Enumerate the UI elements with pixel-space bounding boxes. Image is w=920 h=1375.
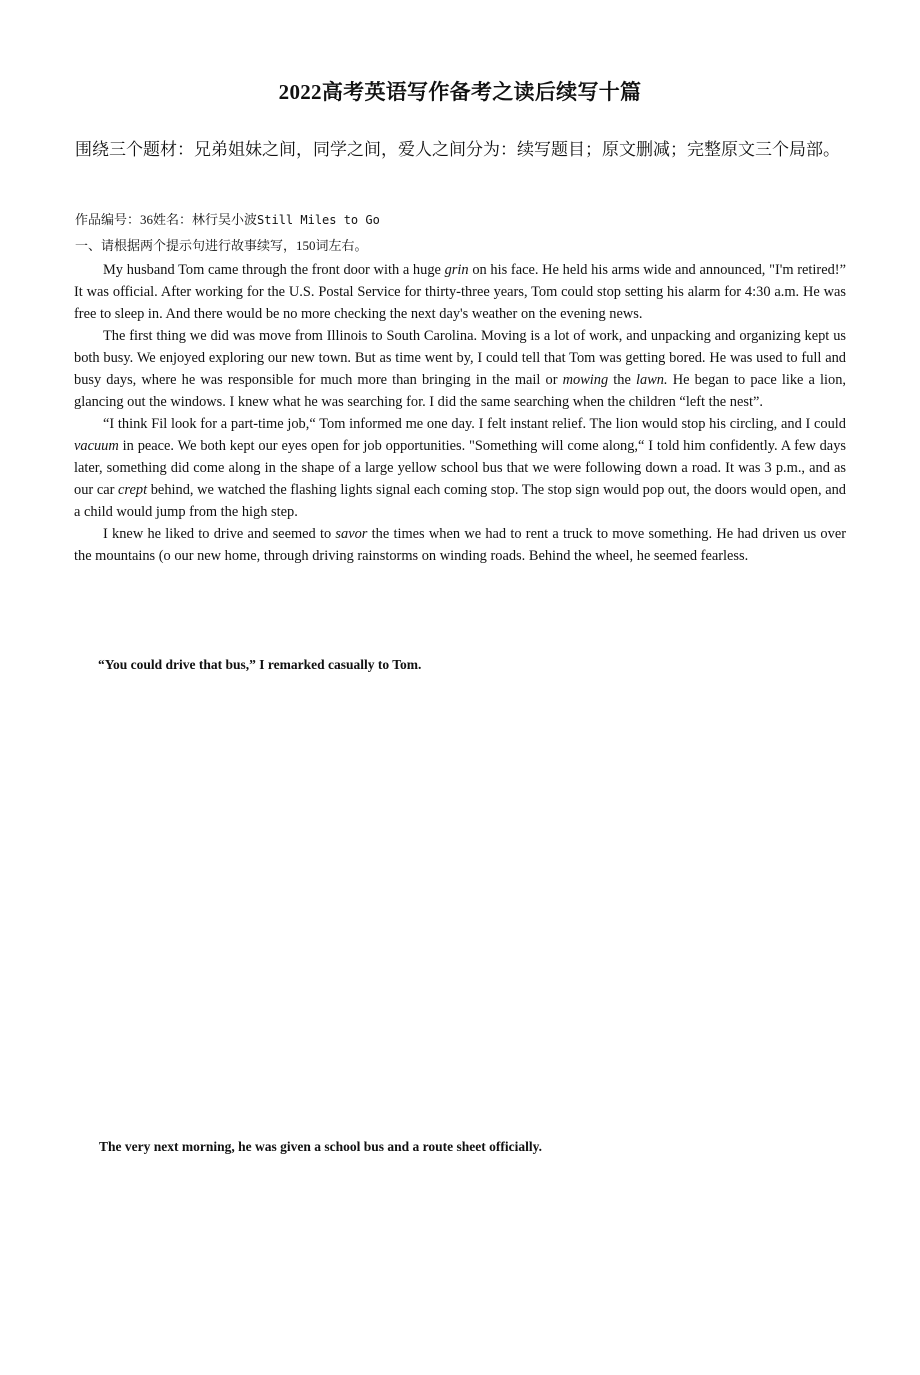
text-run: on his face. He held his arms wide and announced, "I'm retired!” It was official. After working for the U.S. Postal Service for thirty-three years, Tom could stop setting his alarm for 4:30 a.m. He was free to sleep in. And there would be no more checking the next day's weather on the evening news.: [74, 262, 846, 322]
story-paragraph-1: [74, 259, 846, 325]
text-run: in peace. We both kept our eyes open for job opportunities. "Something will come along,“ I told him confidently. A few days later, something did come along in the shape of a large yellow school bus that we were following down a road. It was 3 p.m., and as our car: [74, 438, 846, 498]
italic-word: lawn.: [636, 372, 668, 388]
italic-word: savor: [335, 526, 368, 542]
italic-word: mowing: [562, 372, 609, 388]
intro-text: 围绕三个题材：兄弟姐妹之间，同学之间，爱人之间分为：续写题目；原文删减；完整原文三个局部。: [75, 140, 840, 159]
text-run: the times when we had to rent a truck to move something. He had driven us over the mountains (o our new home, through driving rainstorms on winding roads. Behind the wheel, he seemed fearless.: [74, 526, 846, 564]
text-run: I knew he liked to drive and seemed to: [103, 526, 336, 542]
prompt-sentence-2: The very next morning, he was given a school bus and a route sheet officially.: [99, 1139, 543, 1154]
work-meta: [75, 211, 855, 229]
text-run: He began to pace like a lion, glancing out the windows. I knew what he was searching for. I did the same searching when the children “left the nest”.: [74, 372, 846, 410]
italic-word: crept: [118, 482, 148, 498]
text-run: My husband Tom came through the front door with a huge: [103, 262, 445, 278]
story-paragraph-4: [74, 523, 846, 567]
task-instruction: 一、请根据两个提示句进行故事续写，150词左右。: [75, 238, 368, 253]
italic-word: vacuum: [74, 438, 119, 454]
story-title: Still Miles to Go: [257, 213, 380, 227]
document-title: 2022高考英语写作备考之读后续写十篇: [278, 80, 642, 104]
text-run: behind, we watched the flashing lights signal each coming stop. The stop sign would pop out, the doors would open, and a child would jump from the high step.: [74, 482, 846, 520]
text-run: the: [608, 372, 636, 388]
story-paragraph-2: [74, 325, 846, 413]
meta-prefix: 作品编号：36姓名：林行吴小波: [75, 212, 258, 227]
italic-word: grin: [444, 262, 469, 278]
prompt-sentence-1: “You could drive that bus,” I remarked casually to Tom.: [98, 657, 422, 672]
story-paragraph-3: [74, 413, 846, 523]
story-body: [74, 259, 846, 567]
text-run: “I think Fil look for a part-time job,“ Tom informed me one day. I felt instant relief. The lion would stop his circling, and I could: [103, 416, 846, 432]
text-run: The first thing we did was move from Illinois to South Carolina. Moving is a lot of work, and unpacking and organizing kept us both busy. We enjoyed exploring our new town. But as time went by, I could tell that Tom was getting bored. He was used to full and busy days, where he was responsible for much more than bringing in the mail or: [74, 328, 846, 388]
